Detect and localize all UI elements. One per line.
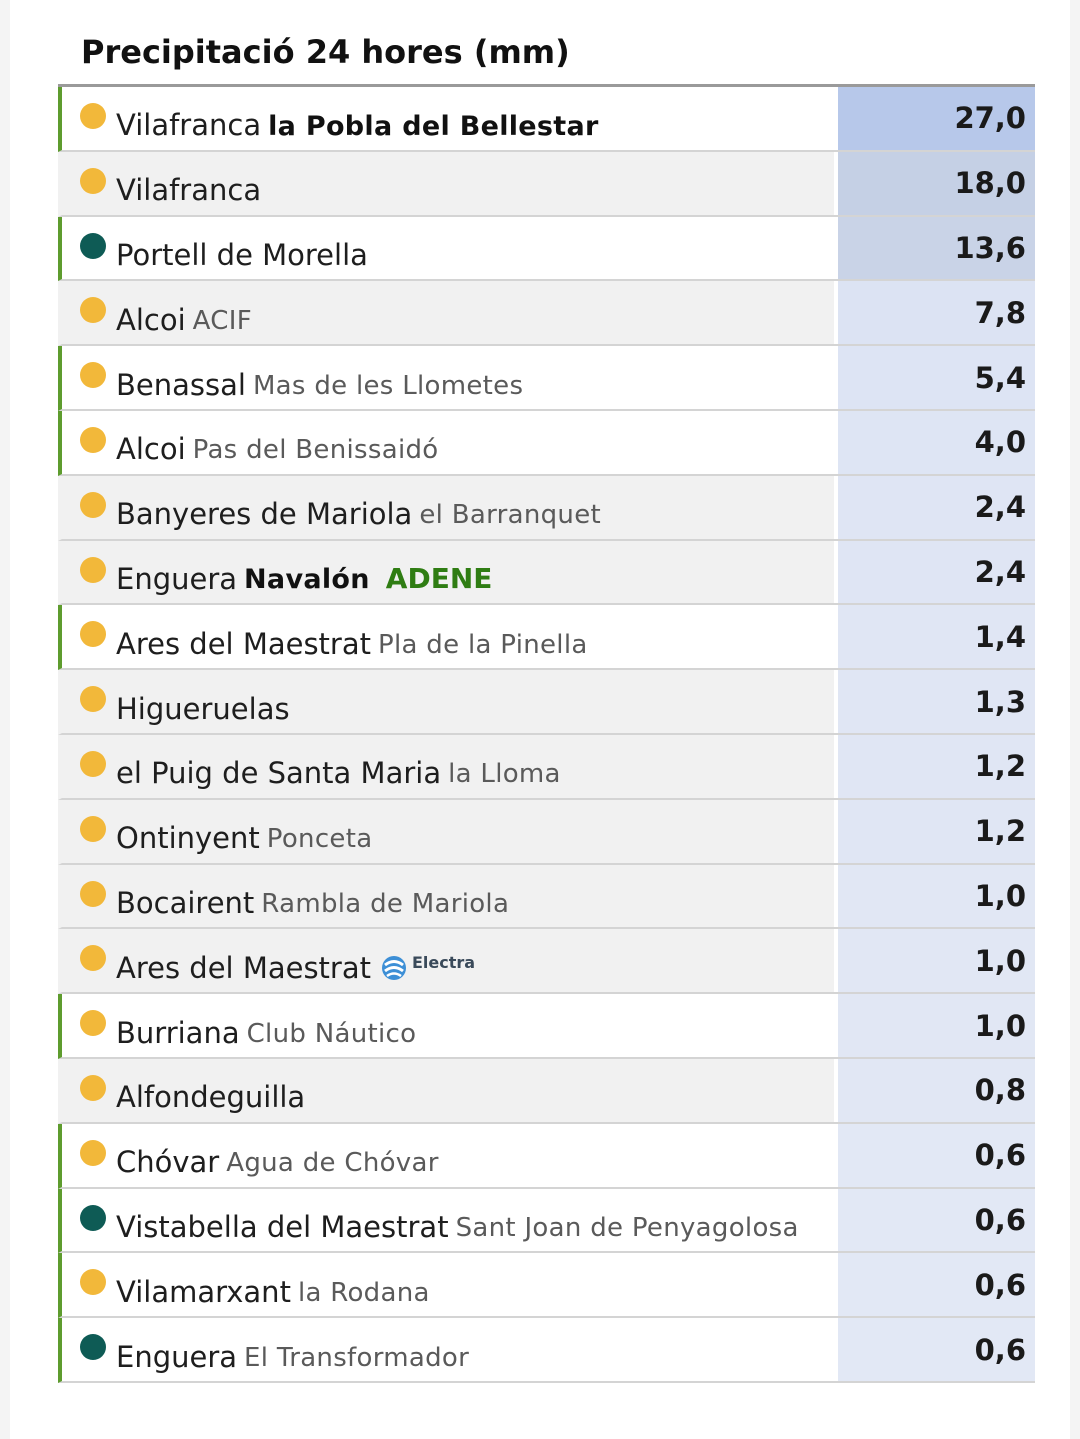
- station-name[interactable]: Alcoi: [116, 432, 186, 467]
- precipitation-value: 1,4: [838, 605, 1035, 668]
- yellow-station-dot-icon: [80, 297, 106, 323]
- page-title: Precipitació 24 hores (mm): [81, 33, 570, 71]
- electra-logo-text: [412, 955, 475, 980]
- station-name[interactable]: Enguera: [116, 561, 238, 596]
- station-name-cell[interactable]: [62, 346, 838, 409]
- station-name[interactable]: Vilafranca: [116, 108, 262, 143]
- precipitation-value: 13,6: [838, 217, 1035, 280]
- station-name[interactable]: Ares del Maestrat: [116, 626, 371, 661]
- station-name[interactable]: Benassal: [116, 367, 246, 402]
- station-name[interactable]: Higueruelas: [116, 691, 290, 726]
- station-name-cell[interactable]: [62, 1059, 838, 1122]
- station-location: Pla de la Pinella: [378, 629, 588, 660]
- electra-logo-subline: [412, 973, 475, 980]
- teal-station-dot-icon: [80, 1334, 106, 1360]
- precipitation-value: 1,2: [838, 800, 1035, 863]
- station-location: Rambla de Mariola: [261, 888, 510, 919]
- electra-logo: [379, 954, 475, 982]
- precipitation-value: 4,0: [838, 411, 1035, 474]
- station-location: la Pobla del Bellestar: [268, 110, 599, 142]
- precipitation-value: 1,0: [838, 929, 1035, 992]
- yellow-station-dot-icon: [80, 1269, 106, 1295]
- station-name[interactable]: Vistabella del Maestrat: [116, 1209, 449, 1244]
- table-row[interactable]: [58, 1189, 1035, 1254]
- precipitation-value: 5,4: [838, 346, 1035, 409]
- yellow-station-dot-icon: [80, 881, 106, 907]
- station-name-cell[interactable]: [62, 1318, 838, 1381]
- yellow-station-dot-icon: [80, 168, 106, 194]
- network-label: ADENE: [385, 562, 493, 596]
- precipitation-value: 1,0: [838, 994, 1035, 1057]
- table-row[interactable]: [58, 929, 1035, 994]
- station-name-cell[interactable]: [62, 865, 838, 928]
- precipitation-table: [58, 84, 1035, 1383]
- precipitation-value: 0,6: [838, 1253, 1035, 1316]
- station-location: Club Náutico: [246, 1018, 417, 1049]
- station-name-cell[interactable]: [62, 1124, 838, 1187]
- electra-logo-icon: [379, 954, 409, 982]
- yellow-station-dot-icon: [80, 492, 106, 518]
- station-location: Pas del Benissaidó: [192, 435, 439, 466]
- teal-station-dot-icon: [80, 1205, 106, 1231]
- station-location: Agua de Chóvar: [226, 1148, 439, 1179]
- table-row[interactable]: [58, 281, 1035, 346]
- table-row[interactable]: [58, 994, 1035, 1059]
- station-name-cell[interactable]: [62, 541, 838, 604]
- teal-station-dot-icon: [80, 233, 106, 259]
- station-name-cell[interactable]: [62, 217, 838, 280]
- station-name-cell[interactable]: [62, 670, 838, 733]
- station-name-cell[interactable]: [62, 476, 838, 539]
- table-row[interactable]: [58, 152, 1035, 217]
- table-row[interactable]: [58, 605, 1035, 670]
- yellow-station-dot-icon: [80, 362, 106, 388]
- station-name-cell[interactable]: [62, 411, 838, 474]
- station-name-cell[interactable]: [62, 605, 838, 668]
- table-row[interactable]: [58, 800, 1035, 865]
- yellow-station-dot-icon: [80, 751, 106, 777]
- station-location: Mas de les Llometes: [252, 370, 524, 401]
- station-location: Ponceta: [266, 824, 373, 855]
- precipitation-value: 0,6: [838, 1124, 1035, 1187]
- precipitation-value: 1,0: [838, 865, 1035, 928]
- yellow-station-dot-icon: [80, 557, 106, 583]
- yellow-station-dot-icon: [80, 945, 106, 971]
- station-name[interactable]: Ares del Maestrat: [116, 950, 371, 985]
- station-name[interactable]: Portell de Morella: [116, 237, 368, 272]
- table-row[interactable]: [58, 735, 1035, 800]
- table-row[interactable]: [58, 217, 1035, 282]
- table-row[interactable]: [58, 476, 1035, 541]
- station-name[interactable]: Vilafranca: [116, 173, 262, 208]
- station-location: Navalón: [244, 564, 370, 596]
- yellow-station-dot-icon: [80, 816, 106, 842]
- station-name[interactable]: Vilamarxant: [116, 1274, 291, 1309]
- table-row[interactable]: [58, 346, 1035, 411]
- station-name[interactable]: Banyeres de Mariola: [116, 497, 413, 532]
- precipitation-value: 0,8: [838, 1059, 1035, 1122]
- station-location: Sant Joan de Penyagolosa: [455, 1212, 799, 1243]
- yellow-station-dot-icon: [80, 1140, 106, 1166]
- station-location: El Transformador: [244, 1342, 470, 1373]
- precipitation-value: 18,0: [838, 152, 1035, 215]
- station-name[interactable]: Bocairent: [116, 885, 255, 920]
- yellow-station-dot-icon: [80, 621, 106, 647]
- table-row[interactable]: [58, 411, 1035, 476]
- table-row[interactable]: [58, 1124, 1035, 1189]
- station-location: la Rodana: [297, 1277, 430, 1308]
- table-row[interactable]: [58, 1059, 1035, 1124]
- station-location: el Barranquet: [419, 500, 601, 531]
- station-name[interactable]: Alfondeguilla: [116, 1080, 306, 1115]
- precipitation-value: 27,0: [838, 87, 1035, 150]
- station-name-cell[interactable]: [62, 929, 838, 992]
- precipitation-value: 7,8: [838, 281, 1035, 344]
- station-name-cell[interactable]: [62, 994, 838, 1057]
- table-row[interactable]: [58, 87, 1035, 152]
- precipitation-value: 0,6: [838, 1318, 1035, 1381]
- yellow-station-dot-icon: [80, 1010, 106, 1036]
- precipitation-value: 1,3: [838, 670, 1035, 733]
- precipitation-value: 0,6: [838, 1189, 1035, 1252]
- station-name-cell[interactable]: [62, 281, 838, 344]
- station-name[interactable]: Enguera: [116, 1339, 238, 1374]
- table-row[interactable]: [58, 670, 1035, 735]
- station-name-cell[interactable]: [62, 1189, 838, 1252]
- station-name-cell[interactable]: [62, 152, 838, 215]
- table-row[interactable]: [58, 541, 1035, 606]
- station-name-cell[interactable]: [62, 87, 838, 150]
- yellow-station-dot-icon: [80, 1075, 106, 1101]
- yellow-station-dot-icon: [80, 686, 106, 712]
- station-name[interactable]: Burriana: [116, 1015, 240, 1050]
- precipitation-value: 2,4: [838, 476, 1035, 539]
- table-row[interactable]: [58, 1253, 1035, 1318]
- station-name[interactable]: Chóvar: [116, 1145, 220, 1180]
- station-name[interactable]: el Puig de Santa Maria: [116, 756, 442, 791]
- station-location: ACIF: [192, 305, 252, 336]
- table-row[interactable]: [58, 1318, 1035, 1383]
- electra-logo-wordmark: Electra: [412, 953, 476, 973]
- station-name-cell[interactable]: [62, 735, 838, 798]
- table-row[interactable]: [58, 865, 1035, 930]
- yellow-station-dot-icon: [80, 427, 106, 453]
- station-name-cell[interactable]: [62, 1253, 838, 1316]
- precipitation-value: 1,2: [838, 735, 1035, 798]
- yellow-station-dot-icon: [80, 103, 106, 129]
- station-name[interactable]: Ontinyent: [116, 821, 260, 856]
- precipitation-value: 2,4: [838, 541, 1035, 604]
- station-name-cell[interactable]: [62, 800, 838, 863]
- station-location: la Lloma: [448, 759, 561, 790]
- station-name[interactable]: Alcoi: [116, 302, 186, 337]
